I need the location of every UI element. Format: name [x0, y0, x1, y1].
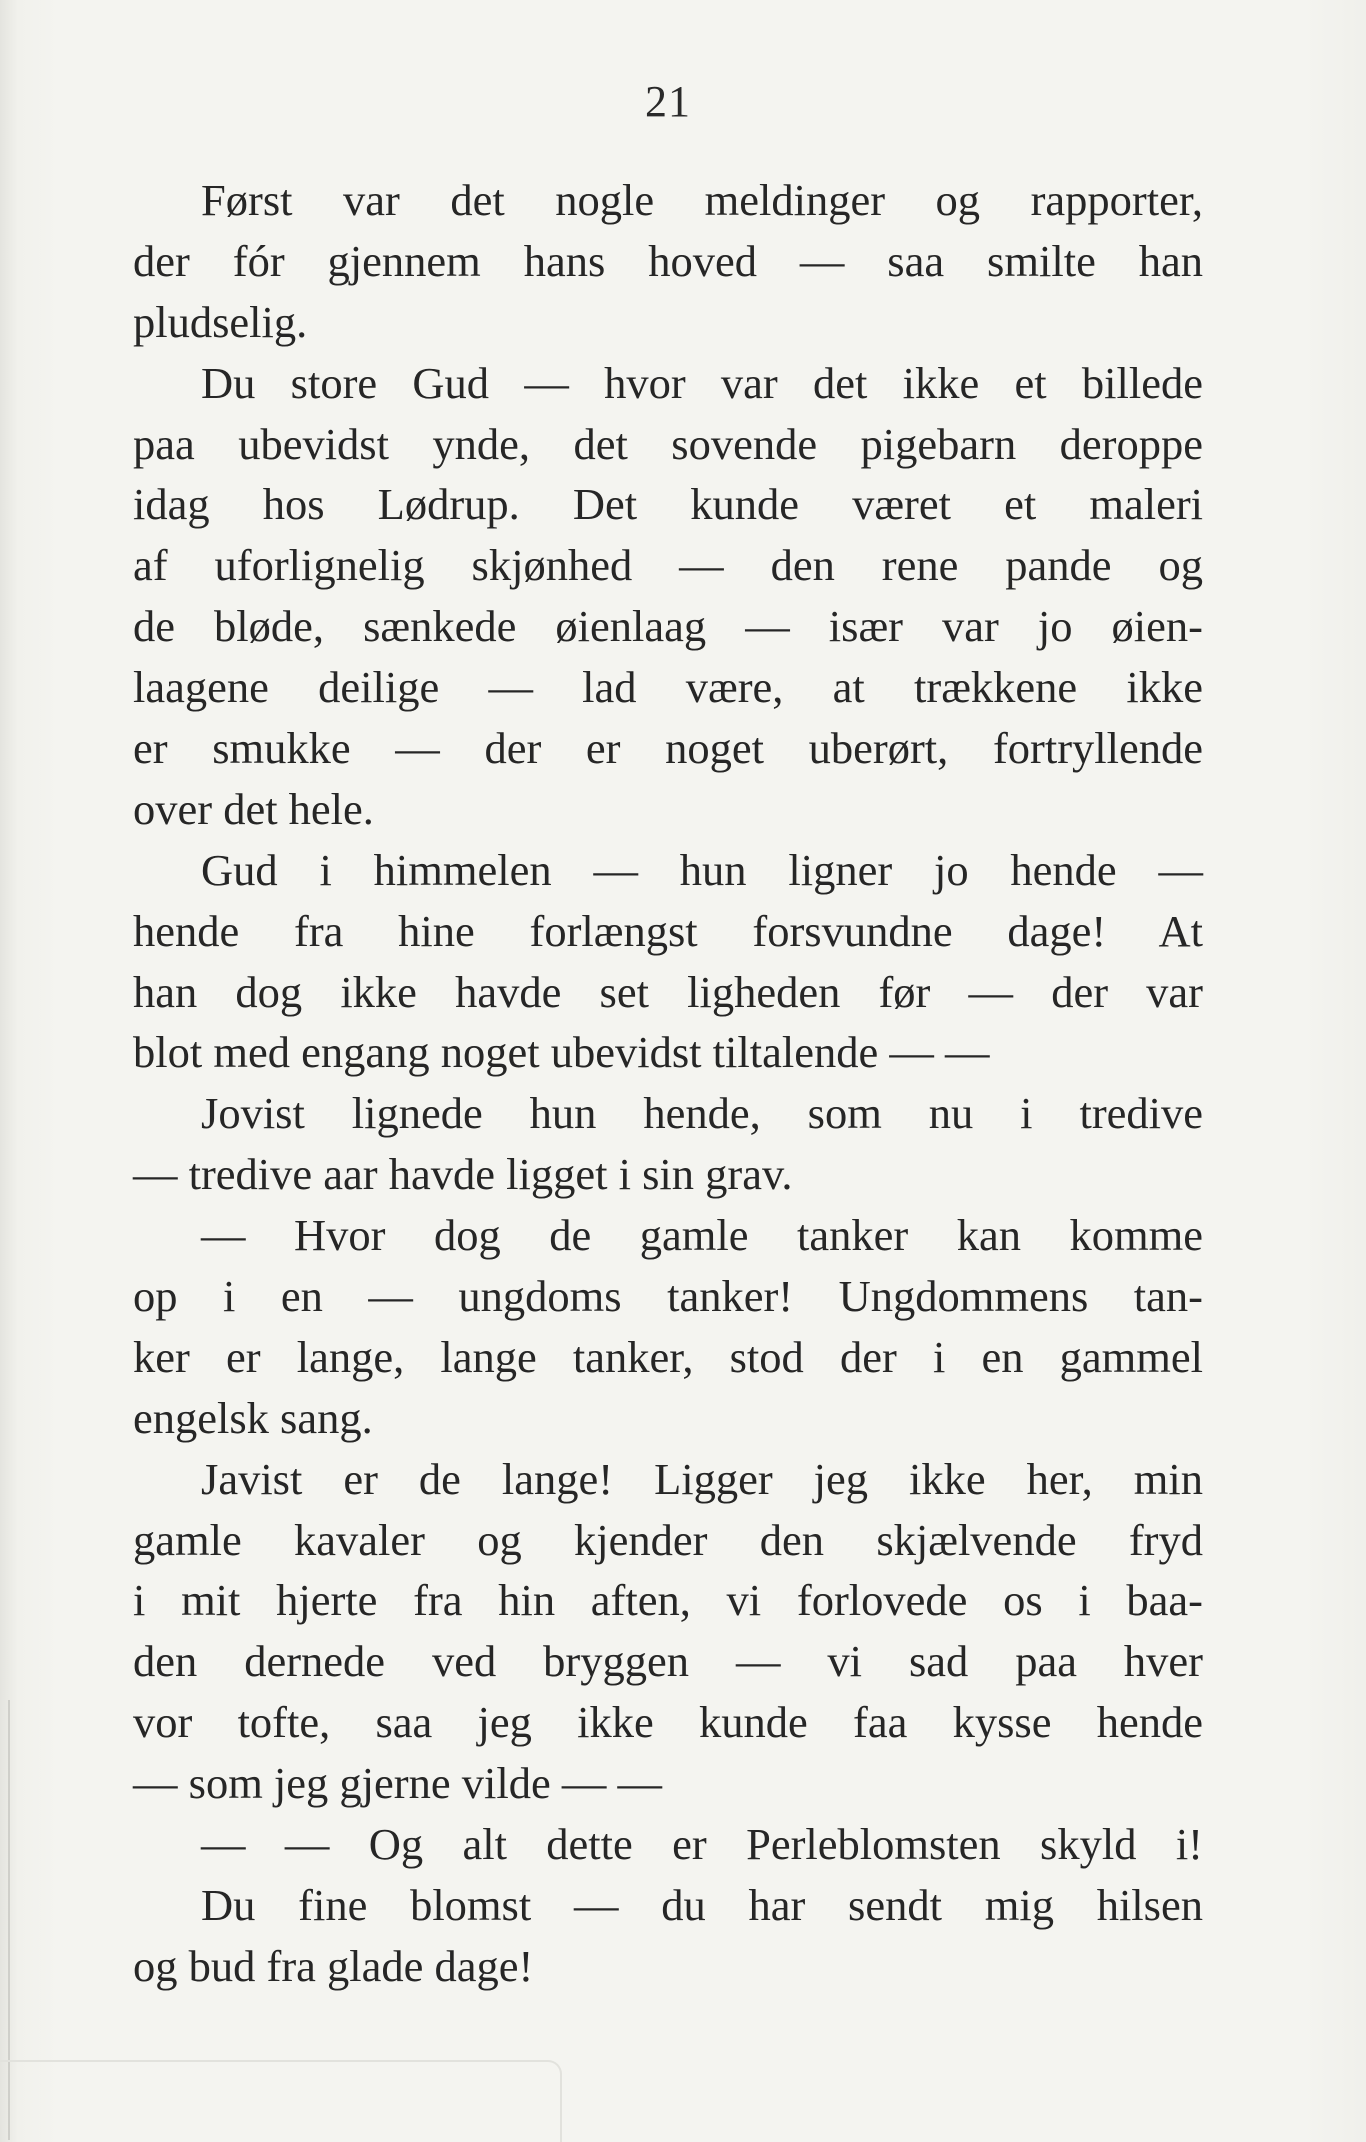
text-line: i mit hjerte fra hin aften, vi forlovede os i baa-: [133, 1575, 1203, 1626]
text-line: Jovist lignede hun hende, som nu i tredive: [201, 1088, 1203, 1139]
text-line: paa ubevidst ynde, det sovende pigebarn deroppe: [133, 418, 1203, 469]
text-line: gamle kavaler og kjender den skjælvende fryd: [133, 1514, 1203, 1565]
text-line: pludselig.: [133, 296, 308, 347]
text-line: der fór gjennem hans hoved — saa smilte han: [133, 235, 1203, 286]
text-line: de bløde, sænkede øienlaag — især var jo øien-: [133, 601, 1203, 652]
text-line: vor tofte, saa jeg ikke kunde faa kysse hende: [133, 1697, 1203, 1748]
text-line: — tredive aar havde ligget i sin grav.: [133, 1149, 793, 1200]
text-line: Du fine blomst — du har sendt mig hilsen: [201, 1879, 1203, 1930]
page-number: 21: [645, 77, 691, 126]
text-line: Javist er de lange! Ligger jeg ikke her, min: [201, 1453, 1203, 1504]
text-line: idag hos Lødrup. Det kunde været et maleri: [133, 479, 1203, 530]
text-line: Gud i himmelen — hun ligner jo hende —: [201, 844, 1203, 895]
body-text: [133, 170, 1203, 1997]
text-line: Du store Gud — hvor var det ikke et billede: [201, 357, 1203, 408]
text-line: og bud fra glade dage!: [133, 1940, 534, 1991]
text-line: — — Og alt dette er Perleblomsten skyld i!: [201, 1819, 1203, 1870]
page-fold-curve: [0, 2060, 562, 2142]
text-line: han dog ikke havde set ligheden før — der var: [133, 966, 1203, 1017]
text-line: engelsk sang.: [133, 1392, 373, 1443]
text-line: over det hele.: [133, 783, 374, 834]
text-line: Først var det nogle meldinger og rapporter,: [201, 175, 1203, 225]
text-line: af uforlignelig skjønhed — den rene pande og: [133, 540, 1203, 591]
text-line: — Hvor dog de gamle tanker kan komme: [201, 1210, 1203, 1261]
text-line: — som jeg gjerne vilde — —: [133, 1758, 662, 1809]
text-line: er smukke — der er noget uberørt, fortryllende: [133, 723, 1203, 774]
text-line: op i en — ungdoms tanker! Ungdommens tan-: [133, 1271, 1203, 1322]
text-line: ker er lange, lange tanker, stod der i en gammel: [133, 1331, 1203, 1382]
text-line: blot med engang noget ubevidst tiltalende — —: [133, 1027, 990, 1078]
text-line: den dernede ved bryggen — vi sad paa hver: [133, 1636, 1203, 1687]
text-line: hende fra hine forlængst forsvundne dage! At: [133, 905, 1203, 956]
text-line: laagene deilige — lad være, at trækkene ikke: [133, 662, 1203, 713]
